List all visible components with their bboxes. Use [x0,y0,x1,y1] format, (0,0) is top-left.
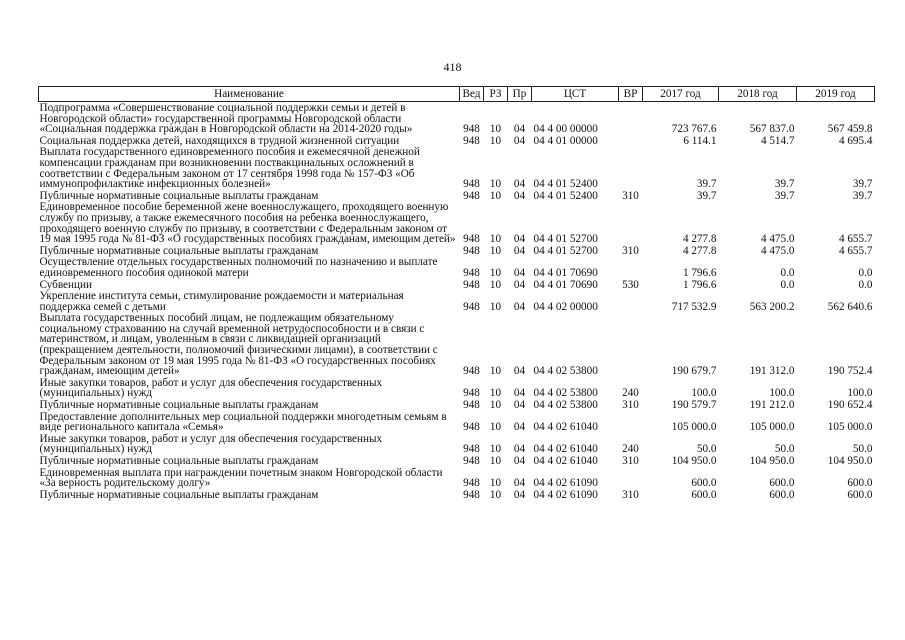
cell-pr: 04 [513,443,526,456]
cell-ved: 948 [463,365,480,378]
cell-2019: 39.7 [852,189,873,202]
cell-2019: 100.0 [847,387,873,400]
cell-2018: 600.0 [769,477,795,490]
table-body [39,102,875,501]
cell-rz: 10 [489,178,502,191]
cell-2019: 600.0 [847,477,873,490]
cell-2018: 104 950.0 [749,455,795,467]
cell-2019: 50.0 [852,443,873,456]
cell-pr: 04 [513,399,526,412]
cell-ved: 948 [463,387,480,400]
cell-2017: 600.0 [691,477,717,490]
cell-name: Публичные нормативные социальные выплаты гражданам [39,488,319,501]
table-row [39,256,875,278]
cell-2019: 104 950.0 [827,455,873,467]
cell-rz: 10 [489,488,502,501]
cell-2018: 39.7 [774,189,795,202]
cell-cst: 04 4 01 52400 [533,189,598,202]
cell-vr: 310 [622,488,639,501]
cell-2019: 0.0 [858,278,873,291]
cell-vr [619,411,643,433]
page-number: 418 [443,60,462,74]
cell-2019: 190 652.4 [827,399,873,412]
cell-ved: 948 [463,266,480,279]
cell-pr: 04 [513,365,526,378]
table-row [39,411,875,433]
cell-2017: 39.7 [696,178,717,191]
cell-pr: 04 [513,421,526,434]
cell-name: Предоставление дополнительных мер социальной поддержки многодетным семьям в виде регионального капитала «Семья» [39,410,447,434]
cell-rz: 10 [489,455,502,467]
cell-vr [619,146,643,189]
cell-2017: 100.0 [691,387,717,400]
cell-rz: 10 [489,477,502,490]
cell-2017: 104 950.0 [671,455,717,467]
cell-vr: 240 [622,387,639,400]
cell-2017: 717 532.9 [671,300,717,313]
cell-cst: 04 4 02 61090 [533,477,598,490]
col-header-pr: Пр [508,87,532,102]
cell-pr: 04 [513,488,526,501]
cell-rz: 10 [489,244,502,257]
cell-vr: 310 [622,399,639,412]
cell-2018: 0.0 [780,278,795,291]
cell-vr [619,102,643,135]
cell-cst: 04 4 02 61040 [533,455,598,467]
table-row [39,135,875,147]
col-header-name: Наименование [39,87,460,102]
cell-vr: 310 [622,244,639,257]
cell-2019: 0.0 [858,266,873,279]
cell-2017: 190 579.7 [671,399,717,412]
cell-rz: 10 [489,365,502,378]
cell-cst: 04 4 02 53800 [533,399,598,412]
cell-cst: 04 4 01 70690 [533,266,598,279]
cell-rz: 10 [489,421,502,434]
cell-vr [619,312,643,377]
cell-pr: 04 [513,300,526,313]
table-row [39,245,875,257]
cell-2017: 600.0 [691,488,717,501]
cell-vr [619,256,643,278]
cell-name: Публичные нормативные социальные выплаты гражданам [39,189,319,202]
cell-cst: 04 4 02 53800 [533,365,598,378]
cell-cst: 04 4 02 61090 [533,488,598,501]
cell-cst: 04 4 02 61040 [533,443,598,456]
cell-ved: 948 [463,278,480,291]
table-row [39,489,875,501]
cell-rz: 10 [489,266,502,279]
cell-ved: 948 [463,455,480,467]
cell-vr: 530 [622,278,639,291]
table-row [39,467,875,489]
cell-pr: 04 [513,189,526,202]
table-row [39,102,875,135]
cell-2018: 39.7 [774,178,795,191]
table-row [39,190,875,202]
col-header-vr: ВР [619,87,643,102]
cell-ved: 948 [463,123,480,136]
cell-vr [619,290,643,312]
cell-name: Подпрограмма «Совершенствование социальной поддержки семьи и детей в Новгородской области» государственной программы Новгородской области «Социальная поддержка граждан в Новгородской области на 2014-2020 годы» [39,102,413,136]
cell-pr: 04 [513,178,526,191]
cell-name: Публичные нормативные социальные выплаты гражданам [39,455,319,467]
cell-2017: 105 000.0 [671,421,717,434]
cell-name: Единовременная выплата при награждении почетным знаком Новгородской области «За верность родительскому долгу» [39,466,443,490]
table-header-row [39,87,875,102]
cell-cst: 04 4 01 00000 [533,134,598,147]
cell-ved: 948 [463,421,480,434]
cell-2018: 4 514.7 [760,134,795,147]
cell-pr: 04 [513,278,526,291]
cell-rz: 10 [489,189,502,202]
cell-2018: 4 475.0 [760,233,795,246]
cell-pr: 04 [513,134,526,147]
cell-rz: 10 [489,387,502,400]
cell-cst: 04 4 01 52400 [533,178,598,191]
col-header-ved: Вед [460,87,484,102]
cell-cst: 04 4 00 00000 [533,123,598,136]
cell-name: Укрепление института семьи, стимулирование рождаемости и материальная поддержка семей с детьми [39,290,404,313]
cell-ved: 948 [463,189,480,202]
cell-cst: 04 4 01 52700 [533,233,598,246]
cell-pr: 04 [513,123,526,136]
cell-rz: 10 [489,399,502,412]
cell-name: Субвенции [39,278,92,291]
table-row [39,290,875,312]
cell-ved: 948 [463,233,480,246]
table-row [39,399,875,411]
cell-2017: 50.0 [696,443,717,456]
cell-2019: 567 459.8 [827,123,873,136]
table-row [39,279,875,291]
cell-2018: 105 000.0 [749,421,795,434]
col-header-rz: РЗ [484,87,508,102]
cell-pr: 04 [513,455,526,467]
cell-pr: 04 [513,266,526,279]
cell-2019: 600.0 [847,488,873,501]
cell-name: Выплата государственного единовременного пособия и ежемесячной денежной компенсации гражданам при возникновении поствакцинальных осложнений в соответствии с Федеральным законом от 17 сентября 1998 года № 157-ФЗ «Об иммунопрофилактике инфекционных болезней» [39,146,420,191]
cell-name: Единовременное пособие беременной жене военнослужащего, проходящего военную службу по призыву, а также ежемесячного пособия на ребенка военнослужащего, проходящего военную службу по призыву, в соответствии с Федеральным законом от 19 мая 1995 года № 81-ФЗ «О государственных пособиях гражданам, имеющим детей» [39,201,456,246]
cell-name: Иные закупки товаров, работ и услуг для обеспечения государственных (муниципальных) нужд [39,432,383,456]
cell-pr: 04 [513,477,526,490]
cell-cst: 04 4 02 00000 [533,300,598,313]
cell-ved: 948 [463,477,480,490]
cell-2019: 4 695.4 [838,134,873,147]
cell-pr: 04 [513,387,526,400]
col-header-2018: 2018 год [719,87,797,102]
cell-vr: 240 [622,443,639,456]
cell-ved: 948 [463,443,480,456]
table-row [39,455,875,467]
cell-name: Иные закупки товаров, работ и услуг для обеспечения государственных (муниципальных) нужд [39,376,383,400]
cell-2019: 562 640.6 [827,300,873,313]
table-row [39,146,875,189]
cell-rz: 10 [489,134,502,147]
cell-name: Выплата государственных пособий лицам, не подлежащим обязательному социальному страхованию на случай временной нетрудоспособности и в связи с материнством, и лицам, уволенным в связи с ликвидацией организаций (прекращением деятельности, полномочий физическими лицами), в соответствии с Федеральным законом от 19 мая 1995 года № 81-ФЗ «О государственных пособиях гражданам, имеющим детей» [39,312,438,378]
cell-2018: 0.0 [780,266,795,279]
cell-2018: 563 200.2 [749,300,795,313]
table-row [39,433,875,455]
cell-name: Публичные нормативные социальные выплаты гражданам [39,399,319,412]
table-row [39,377,875,399]
cell-ved: 948 [463,399,480,412]
cell-ved: 948 [463,134,480,147]
cell-cst: 04 4 01 52700 [533,244,598,257]
table-row [39,201,875,244]
cell-2017: 4 277.8 [682,244,717,257]
cell-2019: 39.7 [852,178,873,191]
col-header-2019: 2019 год [797,87,875,102]
cell-2017: 4 277.8 [682,233,717,246]
cell-pr: 04 [513,233,526,246]
budget-table [38,86,875,500]
cell-ved: 948 [463,244,480,257]
cell-2017: 6 114.1 [683,134,717,147]
cell-ved: 948 [463,178,480,191]
cell-ved: 948 [463,300,480,313]
cell-rz: 10 [489,278,502,291]
cell-2019: 4 655.7 [838,244,873,257]
cell-2018: 50.0 [774,443,795,456]
cell-pr: 04 [513,244,526,257]
cell-name: Публичные нормативные социальные выплаты гражданам [39,244,319,257]
cell-rz: 10 [489,123,502,136]
cell-rz: 10 [489,300,502,313]
cell-vr [619,201,643,244]
cell-2018: 100.0 [769,387,795,400]
col-header-cst: ЦСТ [532,87,619,102]
cell-2018: 191 312.0 [749,365,795,378]
cell-2017: 39.7 [696,189,717,202]
cell-vr: 310 [622,455,639,467]
cell-rz: 10 [489,233,502,246]
cell-2019: 190 752.4 [827,365,873,378]
col-header-2017: 2017 год [643,87,719,102]
cell-rz: 10 [489,443,502,456]
cell-2017: 1 796.6 [682,266,717,279]
cell-vr [619,135,643,147]
cell-2019: 4 655.7 [838,233,873,246]
cell-cst: 04 4 02 53800 [533,387,598,400]
cell-2018: 4 475.0 [760,244,795,257]
cell-name: Социальная поддержка детей, находящихся в трудной жизненной ситуации [39,134,400,147]
cell-vr: 310 [622,189,639,202]
cell-2018: 191 212.0 [749,399,795,412]
cell-2017: 1 796.6 [682,278,717,291]
cell-2017: 190 679.7 [671,365,717,378]
cell-ved: 948 [463,488,480,501]
table-row [39,312,875,377]
cell-vr [619,467,643,489]
cell-name: Осуществление отдельных государственных полномочий по назначению и выплате единовременного пособия одинокой матери [39,256,438,279]
cell-2018: 567 837.0 [749,123,795,136]
cell-cst: 04 4 02 61040 [533,421,598,434]
cell-2017: 723 767.6 [671,123,717,136]
cell-2018: 600.0 [769,488,795,501]
cell-cst: 04 4 01 70690 [533,278,598,291]
cell-2019: 105 000.0 [827,421,873,434]
